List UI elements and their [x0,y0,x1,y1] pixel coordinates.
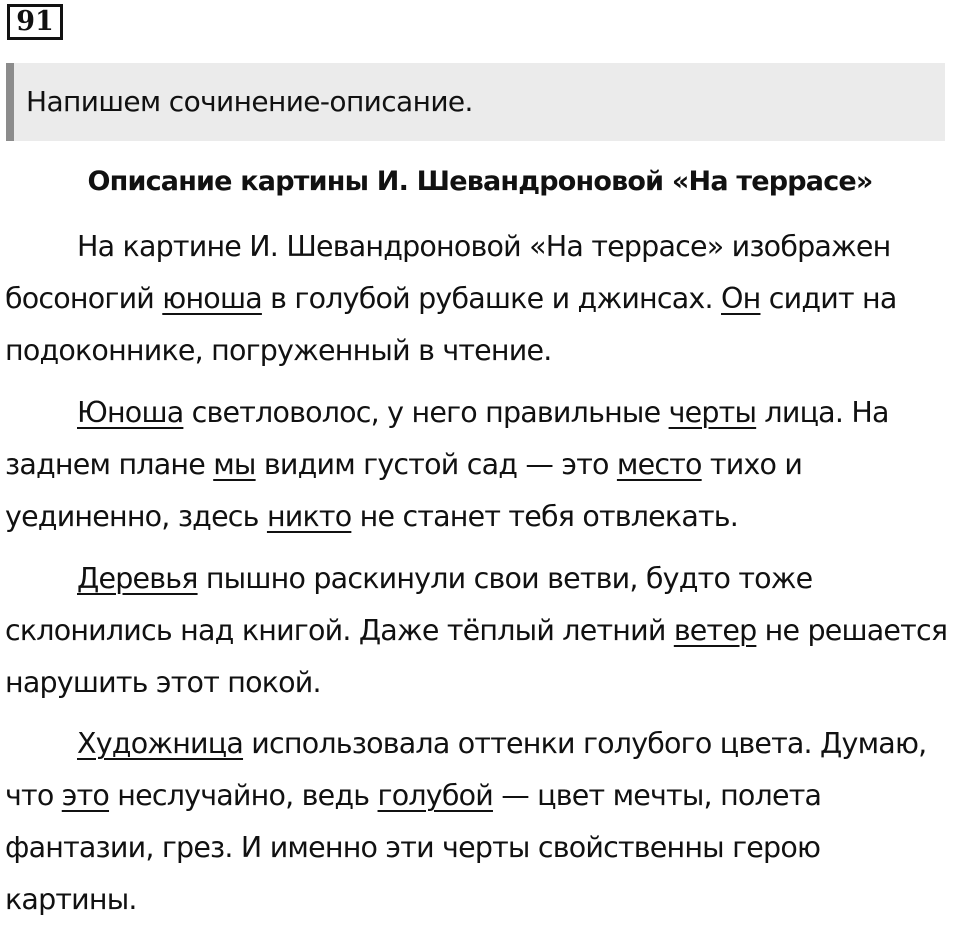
underlined-subject: юноша [162,282,262,315]
paragraph-3 [5,553,955,709]
underlined-subject: голубой [377,779,493,812]
paragraph-2 [5,387,955,543]
paragraph-4 [5,718,955,926]
text-segment: — цвет мечты, полета фантазии, грез. И именно эти черты свойственны герою картины. [5,779,822,916]
text-segment: использовала оттенки голубого цвета. Думаю, что [5,727,927,812]
underlined-subject: место [616,448,702,481]
underlined-subject: ветер [673,614,757,647]
underlined-subject: черты [668,396,757,429]
underlined-subject: Художница [77,727,244,760]
text-segment: На картине И. Шевандроновой «На террасе» изображен босоногий [5,230,891,315]
text-segment: светловолос, у него правильные [183,396,669,429]
text-segment: сидит на подоконнике, погруженный в чтение. [5,282,897,367]
paragraph-1 [5,221,955,377]
text-segment: пышно раскинули свои ветви, будто тоже склонились над книгой. Даже тёплый летний [5,562,813,647]
text-segment: в голубой рубашке и джинсах. [261,282,722,315]
underlined-subject: мы [213,448,256,481]
text-segment: тихо и уединенно, здесь [5,448,803,533]
text-segment: неслучайно, ведь [109,779,378,812]
text-segment: не решается нарушить этот покой. [5,614,948,699]
underlined-subject: никто [266,500,352,533]
text-segment: не станет тебя отвлекать. [351,500,739,533]
text-segment: лица. На заднем плане [5,396,889,481]
underlined-subject: Он [721,282,761,315]
underlined-subject: Деревья [77,562,198,595]
underlined-subject: Юноша [77,396,184,429]
essay-title: Описание картины И. Шевандроновой «На террасе» [87,166,873,197]
text-segment: видим густой сад — это [255,448,617,481]
underlined-subject: это [61,779,110,812]
task-instruction: Напишем сочинение-описание. [6,63,945,141]
exercise-number: 91 [7,4,63,40]
